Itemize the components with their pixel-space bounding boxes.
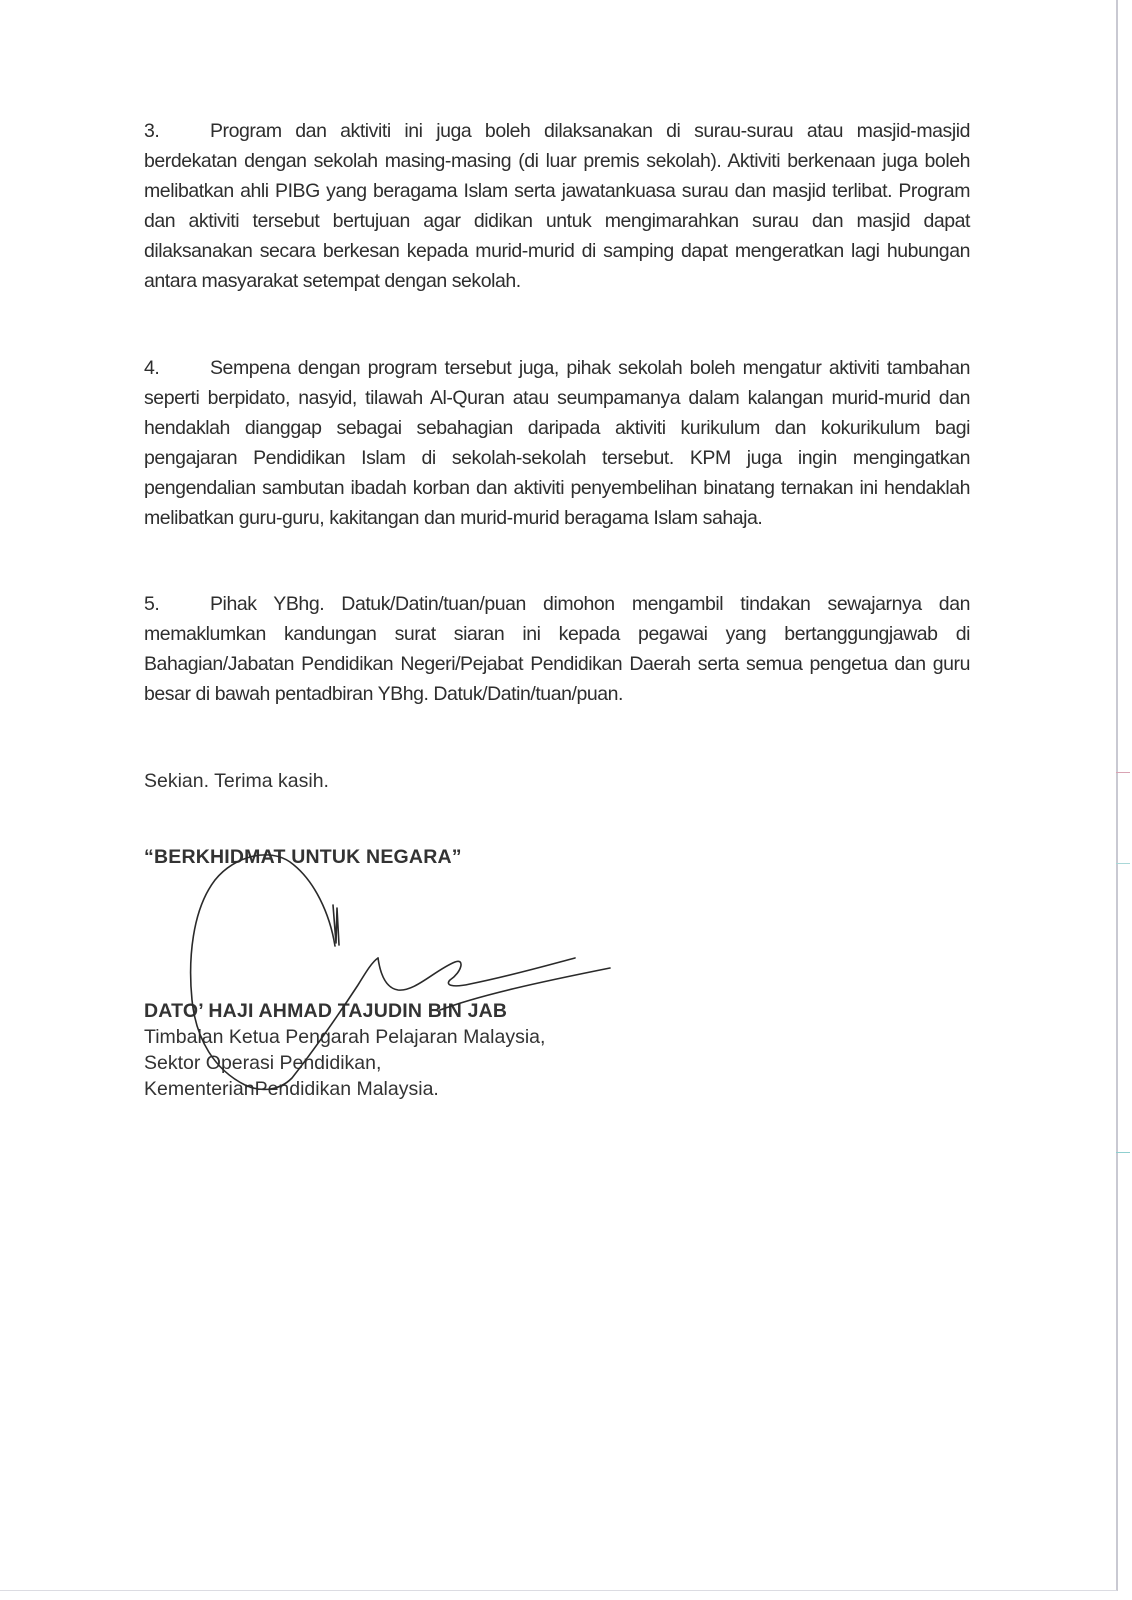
paragraph-number: 5. [144, 593, 160, 615]
margin-mark [1116, 1152, 1130, 1153]
margin-mark [1116, 863, 1130, 864]
paragraph-text: Pihak YBhg. Datuk/Datin/tuan/puan dimohon mengambil tindakan sewajarnya dan memaklumkan kandungan surat siaran ini kepada pegawai yang bertanggungjawab di Bahagian/Jabatan Pendidikan Negeri/Pejabat Pendidikan Daerah serta semua pengetua dan guru besar di bawah pentadbiran YBhg. Datuk/Datin/tuan/puan. [144, 593, 970, 705]
paragraph-4 [144, 353, 970, 533]
signatory-sector: Sektor Operasi Pendidikan, [144, 1052, 382, 1074]
margin-mark [1116, 772, 1130, 773]
paragraph-5 [144, 589, 970, 709]
paragraph-number: 3. [144, 120, 160, 142]
paragraph-text: Program dan aktiviti ini juga boleh dilaksanakan di surau-surau atau masjid-masjid berdekatan dengan sekolah masing-masing (di luar premis sekolah). Aktiviti berkenaan juga boleh melibatkan ahli PIBG yang beragama Islam serta jawatankuasa surau dan masjid terlibat. Program dan aktiviti tersebut bertujuan agar didikan untuk mengimarahkan surau dan masjid dapat dilaksanakan secara berkesan kepada murid-murid di samping dapat mengeratkan lagi hubungan antara masyarakat setempat dengan sekolah. [144, 120, 970, 292]
paragraph-number: 4. [144, 357, 160, 379]
signatory-ministry: KementerianPendidikan Malaysia. [144, 1078, 439, 1100]
signature-block [144, 998, 545, 1102]
signatory-title: Timbalan Ketua Pengarah Pelajaran Malaysia, [144, 1026, 546, 1048]
motto: “BERKHIDMAT UNTUK NEGARA” [144, 846, 462, 868]
paragraph-text: Sempena dengan program tersebut juga, pihak sekolah boleh mengatur aktiviti tambahan seperti berpidato, nasyid, tilawah Al-Quran atau seumpamanya dalam kalangan murid-murid dan hendaklah dianggap sebagai sebahagian daripada aktiviti kurikulum dan kokurikulum bagi pengajaran Pendidikan Islam di sekolah-sekolah tersebut. KPM juga ingin mengingatkan pengendalian sambutan ibadah korban dan aktiviti penyembelihan binatang ternakan ini hendaklah melibatkan guru-guru, kakitangan dan murid-murid beragama Islam sahaja. [144, 357, 970, 529]
signatory-name: DATO’ HAJI AHMAD TAJUDIN BIN JAB [144, 1000, 508, 1022]
paragraph-3 [144, 116, 970, 296]
closing-text: Sekian. Terima kasih. [144, 770, 329, 792]
